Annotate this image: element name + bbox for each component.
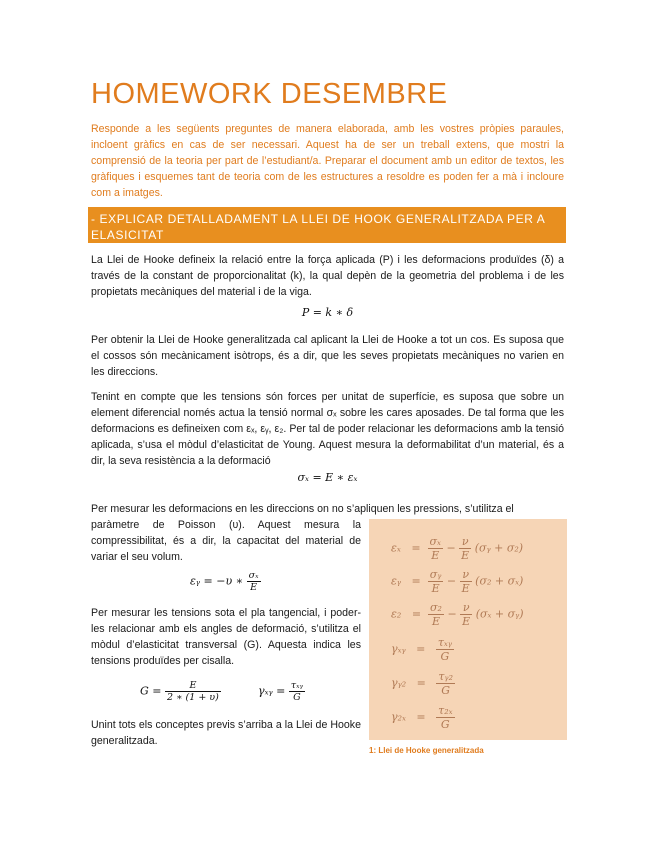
formula-poisson-lhs: εᵧ = −υ ∗ — [190, 574, 244, 588]
formula-gamma-fraction — [289, 680, 305, 703]
figure-row-2-nu-den: E — [461, 582, 470, 595]
figure-row-6-lhs: γ₂ₓ — [391, 710, 406, 724]
figure-row-2-nu: ν — [460, 568, 472, 582]
figure-row-5-lhs: γᵧ₂ — [391, 676, 407, 690]
paragraph-tensions: Tenint en compte que les tensions són forces per unitat de superfície, es suposa que sobre un element diferencial només actua la tensió normal σₓ sobre les cares aposades. De tal forma que les deformacions es defineixen com εₓ, εᵧ, ε₂. Per tal de poder relacionar les deformacions amb la tensió aplicada, s’usa el mòdul d’elasticitat de Young. Aquest mesura la deformabilitat d’un material, és a dir, la seva resistència a la deformació — [91, 391, 564, 467]
figure-row-6-op: = — [416, 710, 426, 724]
figure-row-1-fraction — [428, 535, 443, 562]
section-heading: - EXPLICAR DETALLADAMENT LA LLEI DE HOOK GENERALITZADA PER A ELASICITAT — [88, 207, 566, 243]
formula-poisson — [190, 570, 261, 593]
formula-gamma-denominator: G — [293, 692, 301, 703]
figure-row-4-lhs: γₓᵧ — [391, 642, 406, 656]
figure-row-4-den: G — [440, 650, 450, 663]
figure-row-1-tail: (σᵧ + σ₂) — [474, 541, 524, 555]
paragraph-hooke-law: La Llei de Hooke defineix la relació entre la força aplicada (P) i les deformacions produïdes (δ) a través de la constant de proporcionalitat (k), la qual depèn de la geometria del problema i de les propietats mecàniques del material i de la viga. — [91, 254, 564, 298]
formula-poisson-denominator: E — [250, 582, 258, 593]
formula-young: σₓ = E ∗ εₓ — [297, 471, 358, 484]
figure-row-1-lhs: εₓ — [391, 541, 401, 555]
page-title: HOMEWORK DESEMBRE — [91, 78, 448, 110]
formula-gamma-numerator: τₓᵧ — [290, 680, 304, 691]
figure-row-2-den: E — [431, 582, 440, 595]
formula-hooke: P = k ∗ δ — [301, 306, 354, 319]
figure-row-1-nu-den: E — [461, 549, 470, 562]
figure-row-2: εᵧ = $\frac{\text{σᵧ}}{E}$ − $\frac{\nu}{E}$ (σ₂ + σₓ) — [391, 568, 524, 595]
figure-row-1-nu: ν — [459, 535, 471, 549]
paragraph-conclusion: Unint tots els conceptes previs s’arriba a la Llei de Hooke generalitzada. — [91, 719, 361, 747]
figure-row-3-lhs: ε₂ — [391, 607, 402, 621]
formula-poisson-numerator: σₓ — [248, 570, 259, 581]
figure-row-3-op: = — [411, 607, 422, 621]
figure-row-5-den: G — [441, 684, 451, 697]
figure-row-5-num: τᵧ₂ — [438, 670, 453, 683]
figure-row-1-den: E — [431, 549, 440, 562]
figure-row-3-nu: ν — [460, 601, 472, 615]
figure-row-6-fraction — [436, 704, 454, 731]
figure-row-1: εₓ = $\frac{\text{σₓ}}{E}$ − $\frac{\nu}{E}$ (σᵧ + σ₂) — [391, 535, 524, 562]
figure-row-4-op: = — [416, 642, 426, 656]
figure-row-6-num: τ₂ₓ — [438, 704, 453, 717]
formula-gamma-lhs: γₓᵧ = — [258, 684, 286, 698]
figure-row-2-nu-fraction — [460, 568, 472, 595]
figure-row-4 — [391, 636, 454, 663]
formula-shear-strain — [258, 680, 305, 703]
figure-row-2-lhs: εᵧ — [391, 574, 402, 588]
figure-row-5 — [391, 670, 455, 697]
paragraph-poisson: paràmetre de Poisson (υ). Aquest mesura la compressibilitat, és a dir, la capacitat del material de variar el seu volum. — [91, 519, 361, 563]
figure-row-1-num: σₓ — [429, 535, 441, 548]
formula-shear-modulus — [140, 680, 221, 703]
figure-row-5-fraction — [436, 670, 455, 697]
formula-g-fraction — [165, 680, 221, 703]
figure-row-6 — [391, 704, 455, 731]
figure-row-4-num: τₓᵧ — [437, 636, 452, 649]
figure-row-2-num: σᵧ — [429, 568, 442, 581]
figure-row-3-den: E — [431, 615, 440, 628]
intro-paragraph: Responde a les següents preguntes de manera elaborada, amb les vostres pròpies paraules, incloent gràfics en cas de ser necessari. Aquest ha de ser un treball extens, que mostri la comprensió de la teoria per part de l’estudiant/a. Preparar el document amb un editor de textos, les gràfiques i esquemes tant de teoria com de les estructures a resoldre es poden fer a mà i incloure com a imatges. — [91, 123, 564, 199]
figure-caption: 1: Llei de Hooke generalitzada — [369, 746, 484, 755]
figure-row-3-nu-den: E — [462, 615, 471, 628]
paragraph-generalized: Per obtenir la Llei de Hooke generalitzada cal aplicant la Llei de Hooke a tot un cos. Es suposa que el cossos són mecànicament isòtrops, és a dir, que les seves propietats mecàniques no varien en les direccions. — [91, 334, 564, 378]
figure-row-3-fraction — [428, 601, 444, 628]
figure-row-2-fraction — [428, 568, 444, 595]
figure-row-3-num: σ₂ — [430, 601, 442, 614]
figure-row-3-tail: (σₓ + σᵧ) — [475, 607, 524, 621]
formula-g-denominator: 2 ∗ (1 + υ) — [167, 692, 219, 703]
formula-g-lhs: G = — [140, 684, 162, 698]
paragraph-poisson-line1: Per mesurar les deformacions en les direccions on no s’apliquen les pressions, s’utilitza el — [91, 503, 514, 515]
figure-row-1-op: = — [411, 541, 421, 555]
figure-row-3-nu-fraction — [460, 601, 472, 628]
figure-row-6-den: G — [440, 718, 450, 731]
figure-row-4-fraction — [436, 636, 454, 663]
formula-poisson-fraction — [247, 570, 261, 593]
figure-row-5-op: = — [416, 676, 426, 690]
figure-row-3: ε₂ = $\frac{\text{σ₂}}{E}$ − $\frac{\nu}{E}$ (σₓ + σᵧ) — [391, 601, 524, 628]
figure-row-2-tail: (σ₂ + σₓ) — [475, 574, 524, 588]
figure-row-2-op: = — [411, 574, 421, 588]
formula-g-numerator: E — [165, 680, 221, 692]
paragraph-shear: Per mesurar les tensions sota el pla tangencial, i poder-les relacionar amb els angles de deformació, s’utilitza el mòdul d’elasticitat transversal (G). Aquesta indica les tensions produïdes per cisalla. — [91, 607, 361, 667]
generalized-hooke-figure — [369, 519, 567, 740]
figure-row-1-nu-fraction — [459, 535, 471, 562]
